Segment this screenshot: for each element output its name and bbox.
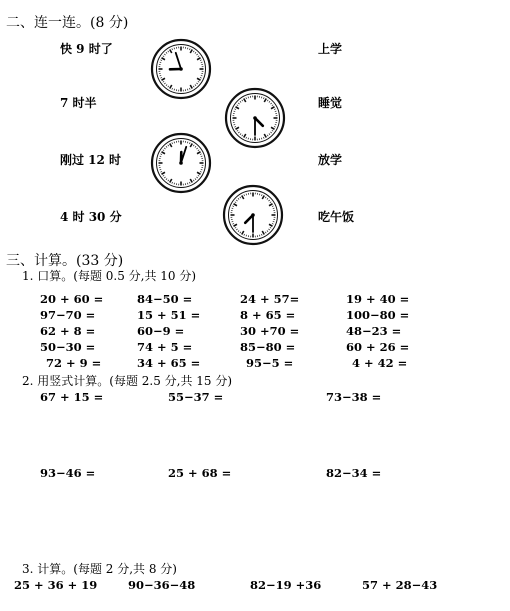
clock-tick [275, 124, 277, 125]
clock-tick [160, 156, 162, 157]
clock-tick [275, 111, 277, 112]
oral-calc-item: 60−9 = [137, 324, 185, 338]
clock-tick [187, 48, 188, 50]
section-2-title: 二、连一连。(8 分) [6, 15, 129, 31]
right-item-1: 上学 [318, 42, 343, 56]
clock-center-pin [179, 161, 183, 165]
left-item-2: 7 时半 [60, 96, 97, 110]
part-3-title: 3. 计算。(每题 2 分,共 8 分) [22, 562, 177, 576]
oral-calc-item: 74 + 5 = [137, 340, 193, 354]
clock-tick [261, 138, 262, 140]
clock-tick [201, 62, 203, 63]
clock-tick [246, 235, 247, 237]
clock-tick [248, 138, 249, 140]
clock-1-icon [150, 38, 212, 100]
part-2-title: 2. 用竖式计算。(每题 2.5 分,共 15 分) [22, 374, 233, 388]
oral-calc-item: 24 + 57= [240, 292, 300, 306]
mixed-calc-item: 82−19 +36 [250, 578, 322, 592]
vertical-calc-item: 67 + 15 = [40, 390, 104, 404]
clock-tick [259, 235, 260, 237]
right-item-3: 放学 [318, 153, 343, 167]
oral-calc-item: 85−80 = [240, 340, 296, 354]
vertical-calc-item: 93−46 = [40, 466, 96, 480]
oral-calc-item: 19 + 40 = [346, 292, 410, 306]
right-item-4: 吃午饭 [318, 210, 355, 224]
clock-tick [273, 221, 275, 222]
clock-tick [174, 89, 175, 91]
clock-tick [201, 156, 203, 157]
oral-calc-item: 48−23 = [346, 324, 402, 338]
clock-tick [261, 97, 262, 99]
clock-tick [248, 97, 249, 99]
oral-calc-item: 34 + 65 = [137, 356, 201, 370]
right-item-2: 睡觉 [318, 96, 343, 110]
part-1-title: 1. 口算。(每题 0.5 分,共 10 分) [22, 269, 197, 283]
oral-calc-item: 95−5 = [246, 356, 294, 370]
clock-tick [234, 124, 236, 125]
oral-calc-item: 62 + 8 = [40, 324, 96, 338]
oral-calc-item: 97−70 = [40, 308, 96, 322]
clock-tick [174, 142, 175, 144]
clock-tick [160, 169, 162, 170]
clock-3-icon [150, 132, 212, 194]
left-item-1: 快 9 时了 [60, 42, 113, 56]
vertical-calc-item: 82−34 = [326, 466, 382, 480]
clock-tick [174, 48, 175, 50]
clock-tick [234, 111, 236, 112]
mixed-calc-item: 25 + 36 + 19 [14, 578, 98, 592]
oral-calc-item: 60 + 26 = [346, 340, 410, 354]
clock-center-pin [253, 116, 257, 120]
left-item-4: 4 时 30 分 [60, 210, 122, 224]
clock-tick [174, 183, 175, 185]
vertical-calc-item: 73−38 = [326, 390, 382, 404]
mixed-calc-item: 57 + 28−43 [362, 578, 438, 592]
oral-calc-item: 20 + 60 = [40, 292, 104, 306]
vertical-calc-item: 55−37 = [168, 390, 224, 404]
oral-calc-item: 50−30 = [40, 340, 96, 354]
section-3-title: 三、计算。(33 分) [6, 253, 124, 269]
oral-calc-item: 100−80 = [346, 308, 410, 322]
clock-tick [259, 194, 260, 196]
oral-calc-item: 30 +70 = [240, 324, 300, 338]
clock-tick [273, 208, 275, 209]
clock-tick [160, 62, 162, 63]
vertical-calc-item: 25 + 68 = [168, 466, 232, 480]
clock-tick [187, 183, 188, 185]
left-item-3: 刚过 12 时 [60, 153, 122, 167]
clock-center-pin [179, 67, 183, 71]
clock-tick [201, 169, 203, 170]
clock-center-pin [251, 213, 255, 217]
clock-tick [246, 194, 247, 196]
oral-calc-item: 15 + 51 = [137, 308, 201, 322]
clock-tick [160, 75, 162, 76]
clock-tick [232, 208, 234, 209]
oral-calc-item: 72 + 9 = [46, 356, 102, 370]
clock-tick [187, 89, 188, 91]
clock-tick [201, 75, 203, 76]
oral-calc-item: 8 + 65 = [240, 308, 296, 322]
clock-tick [187, 142, 188, 144]
oral-calc-item: 84−50 = [137, 292, 193, 306]
oral-calc-item: 4 + 42 = [352, 356, 408, 370]
mixed-calc-item: 90−36−48 [128, 578, 196, 592]
clock-tick [232, 221, 234, 222]
clock-4-icon [222, 184, 284, 246]
clock-2-icon [224, 87, 286, 149]
